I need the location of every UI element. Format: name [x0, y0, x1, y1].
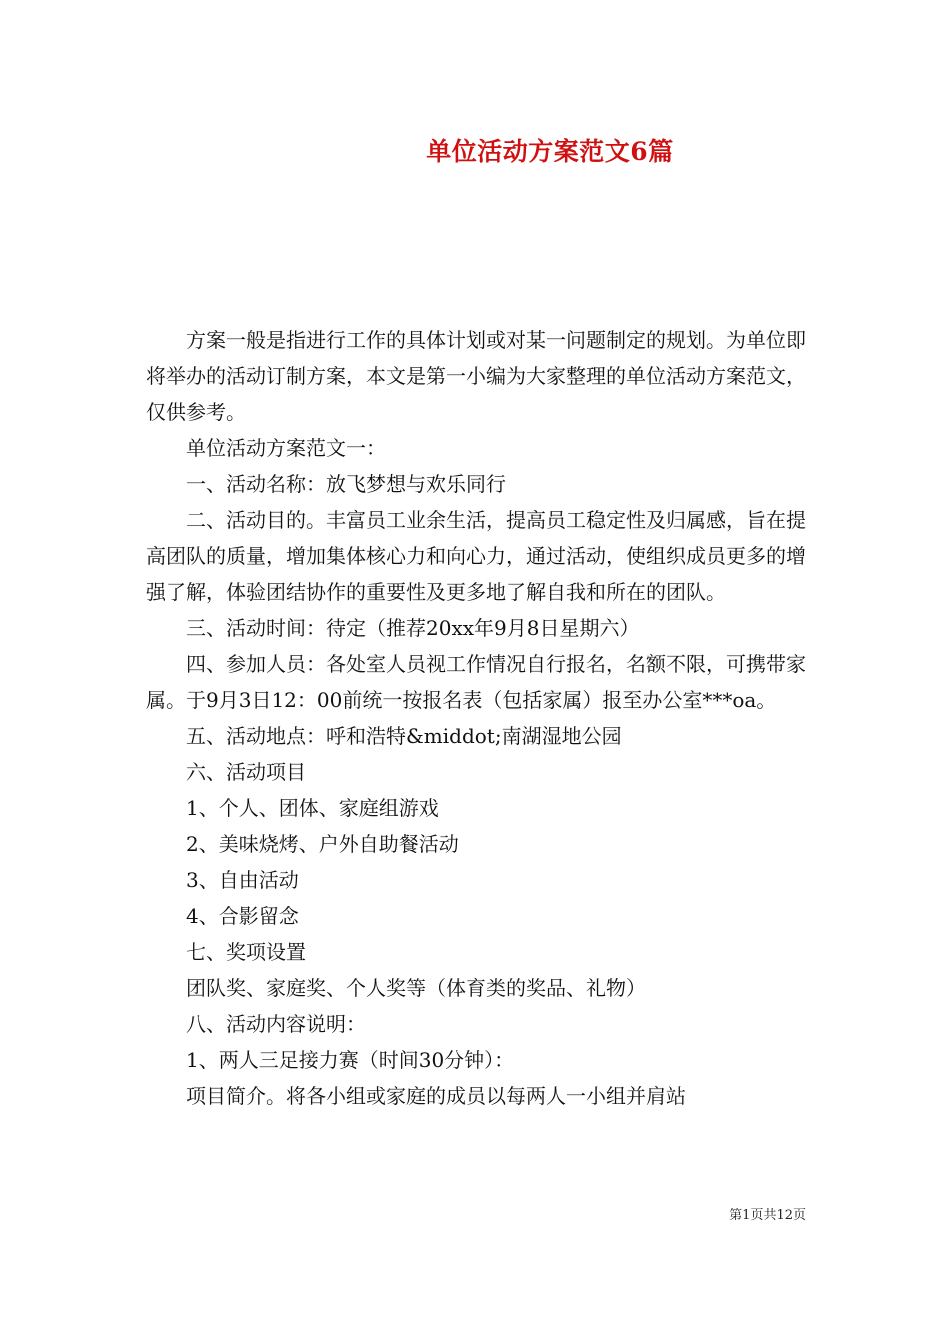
- paragraph-relay-intro: 项目简介。将各小组或家庭的成员以每两人一小组并肩站: [186, 1084, 686, 1108]
- paragraph-section-heading: 单位活动方案范文一：: [186, 436, 386, 460]
- paragraph-projects-heading: 六、活动项目: [186, 760, 306, 784]
- page-number-footer: 第1页共12页: [729, 1208, 806, 1223]
- paragraph-content-heading: 八、活动内容说明：: [186, 1012, 366, 1036]
- paragraph-project-3: 3、自由活动: [186, 868, 299, 892]
- paragraph-awards-heading: 七、奖项设置: [186, 940, 306, 964]
- paragraph-relay: 1、两人三足接力赛（时间30分钟）：: [186, 1048, 515, 1072]
- paragraph-location: 五、活动地点：呼和浩特&middot;南湖湿地公园: [186, 724, 622, 748]
- document-body: [146, 322, 806, 1114]
- document-title: 单位活动方案范文6篇: [426, 137, 674, 166]
- paragraph-activity-purpose: 二、活动目的。丰富员工业余生活，提高员工稳定性及归属感，旨在提高团队的质量，增加集体核心力和向心力，通过活动，使组织成员更多的增强了解，体验团结协作的重要性及更多地了解自我和所在的团队。: [146, 508, 806, 604]
- paragraph-project-2: 2、美味烧烤、户外自助餐活动: [186, 832, 459, 856]
- paragraph-activity-name: 一、活动名称：放飞梦想与欢乐同行: [186, 472, 506, 496]
- paragraph-participants: 四、参加人员：各处室人员视工作情况自行报名，名额不限，可携带家属。于9月3日12：00前统一按报名表（包括家属）报至办公室***oa。: [146, 652, 806, 712]
- paragraph-project-1: 1、个人、团体、家庭组游戏: [186, 796, 439, 820]
- paragraph-awards: 团队奖、家庭奖、个人奖等（体育类的奖品、礼物）: [186, 976, 646, 1000]
- paragraph-intro: 方案一般是指进行工作的具体计划或对某一问题制定的规划。为单位即将举办的活动订制方案，本文是第一小编为大家整理的单位活动方案范文，仅供参考。: [146, 328, 806, 424]
- paragraph-activity-time: 三、活动时间：待定（推荐20xx年9月8日星期六）: [186, 616, 640, 640]
- paragraph-project-4: 4、合影留念: [186, 904, 299, 928]
